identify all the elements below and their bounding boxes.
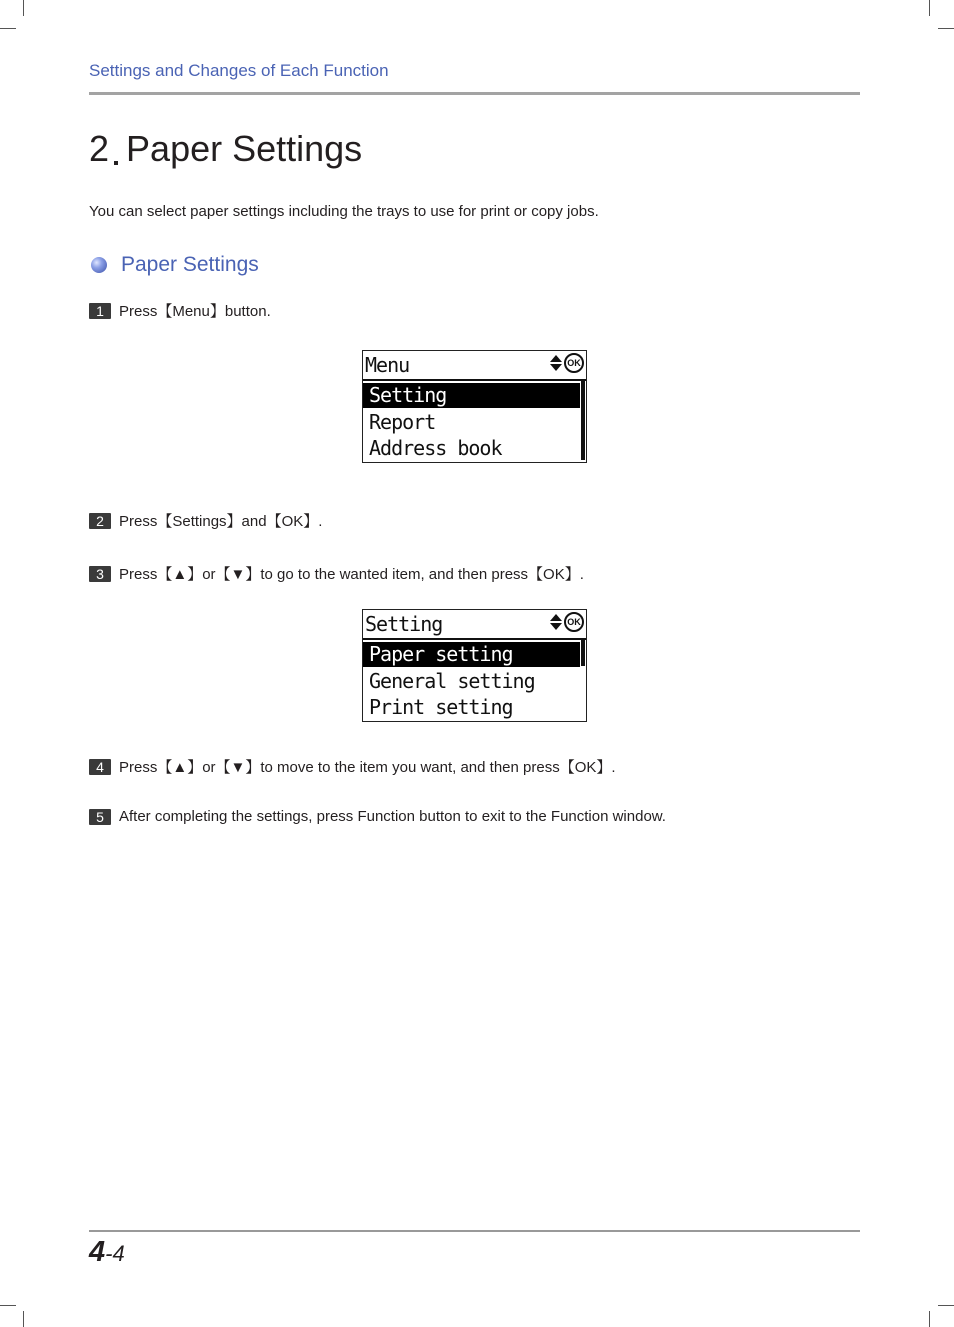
- step-text: Press【▲】or【▼】to move to the item you want, and then press【OK】.: [119, 759, 616, 776]
- section-heading: [89, 253, 259, 277]
- lcd-menu-item: Report: [369, 410, 436, 434]
- lcd-nav: [550, 353, 584, 373]
- lcd-menu-item-selected: Paper setting: [363, 642, 580, 667]
- title-dot: [114, 161, 118, 165]
- crop-mark: [929, 1311, 930, 1327]
- step-number-badge: 5: [89, 809, 111, 825]
- ok-button-icon: OK: [564, 612, 584, 632]
- lcd-menu-item: Address book: [369, 436, 502, 460]
- step-number-badge: 2: [89, 513, 111, 529]
- page-number-page: -4: [105, 1241, 125, 1266]
- lcd-divider: [363, 638, 586, 640]
- step-4: [89, 756, 616, 777]
- up-down-arrows-icon: [550, 355, 562, 371]
- running-header: Settings and Changes of Each Function: [89, 61, 389, 80]
- page-number-chapter: 4: [89, 1236, 106, 1268]
- lcd-divider: [363, 379, 586, 381]
- lcd-scrollbar: [581, 640, 585, 666]
- page-number: [89, 1236, 125, 1269]
- step-3: [89, 563, 584, 584]
- lcd-title: Menu: [365, 353, 410, 377]
- step-text: Press【Settings】and【OK】.: [119, 513, 323, 530]
- step-text: After completing the settings, press Function button to exit to the Function window.: [119, 808, 666, 825]
- lcd-nav: [550, 612, 584, 632]
- step-number-badge: 4: [89, 759, 111, 775]
- step-1: [89, 300, 271, 321]
- lcd-menu-item: General setting: [369, 669, 535, 693]
- title-number: 2: [89, 128, 110, 169]
- ok-button-icon: OK: [564, 353, 584, 373]
- lcd-screen-menu: [362, 350, 587, 463]
- step-5: [89, 808, 666, 825]
- header-rule: [89, 92, 860, 95]
- title-text: Paper Settings: [126, 128, 363, 169]
- step-number-badge: 3: [89, 566, 111, 582]
- lcd-menu-item: Print setting: [369, 695, 513, 719]
- section-heading-text: Paper Settings: [121, 253, 259, 276]
- crop-mark: [0, 28, 16, 29]
- lcd-title: Setting: [365, 612, 443, 636]
- lcd-menu-item-selected: Setting: [363, 383, 580, 408]
- crop-mark: [938, 1305, 954, 1306]
- footer-rule: [89, 1230, 860, 1232]
- crop-mark: [938, 28, 954, 29]
- intro-text: You can select paper settings including the trays to use for print or copy jobs.: [89, 203, 599, 220]
- lcd-scrollbar: [581, 381, 585, 460]
- step-text: Press【▲】or【▼】to go to the wanted item, and then press【OK】.: [119, 566, 584, 583]
- step-2: [89, 510, 322, 531]
- crop-mark: [23, 1311, 24, 1327]
- step-number-badge: 1: [89, 303, 111, 319]
- circle-bullet-icon: [91, 257, 107, 273]
- crop-mark: [23, 0, 24, 16]
- lcd-screen-setting: [362, 609, 587, 722]
- step-text: Press【Menu】button.: [119, 303, 271, 320]
- crop-mark: [929, 0, 930, 16]
- crop-mark: [0, 1305, 16, 1306]
- up-down-arrows-icon: [550, 614, 562, 630]
- page-title: [89, 128, 362, 170]
